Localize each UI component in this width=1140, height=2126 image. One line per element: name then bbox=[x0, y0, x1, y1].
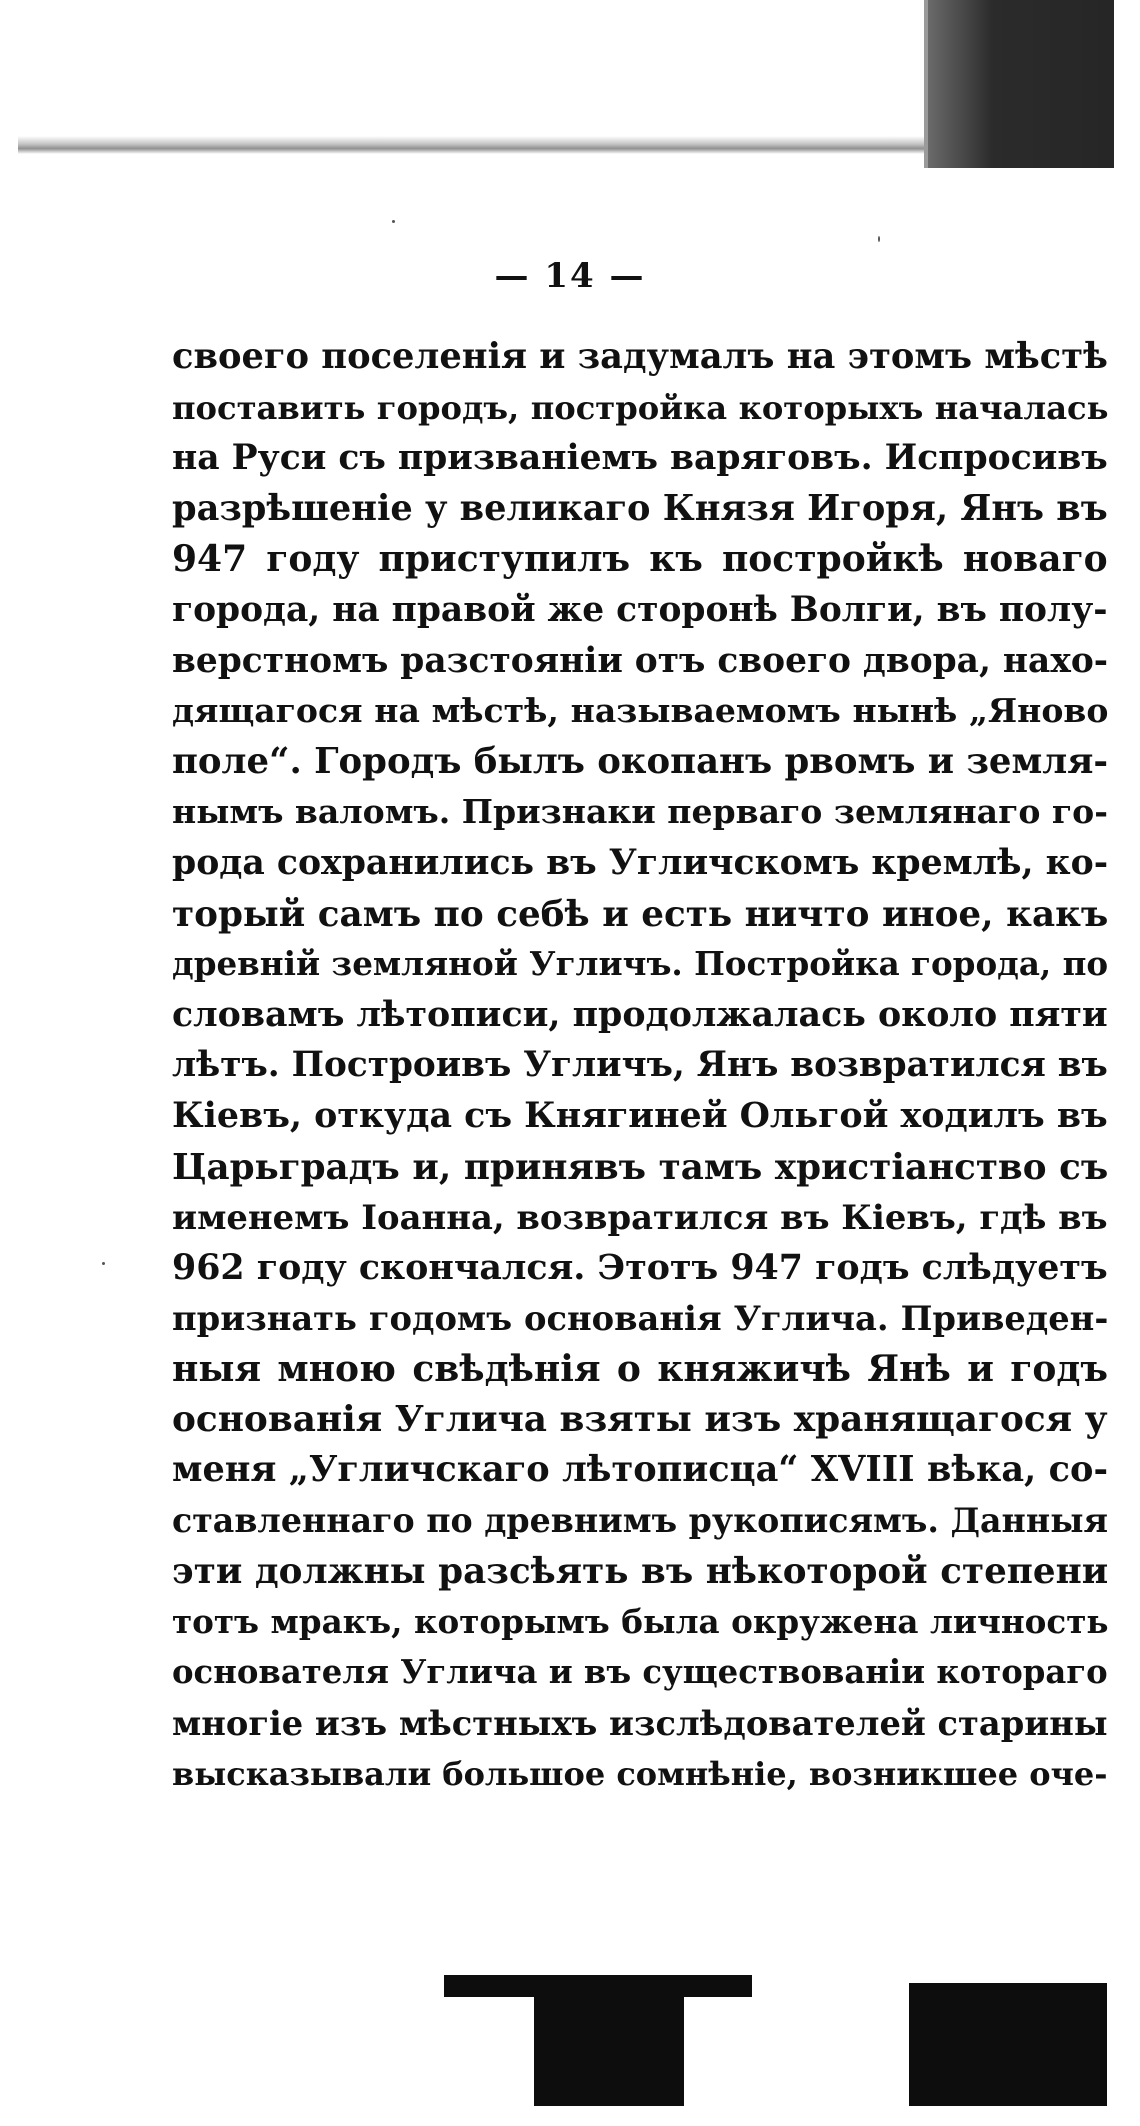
text-line: многіе изъ мѣстныхъ изслѣдователей старины bbox=[172, 1703, 1108, 1744]
text-line: на Руси съ призваніемъ варяговъ. Испросивъ bbox=[172, 438, 1108, 479]
text-line: 947 году приступилъ къ постройкѣ новаго bbox=[172, 538, 1108, 581]
text-line: меня „Угличскаго лѣтописца“ XVIII вѣка, со- bbox=[172, 1449, 1108, 1491]
scan-dark-block-top bbox=[928, 0, 1114, 168]
text-line: поставить городъ, постройка которыхъ началась bbox=[172, 388, 1108, 427]
text-line: разрѣшеніе у великаго Князя Игоря, Янъ въ bbox=[172, 487, 1108, 529]
text-line: высказывали большое сомнѣніе, возникшее оче- bbox=[172, 1754, 1108, 1793]
text-line: торый самъ по себѣ и есть ничто иное, какъ bbox=[172, 892, 1108, 935]
text-line: древній земляной Угличъ. Постройка города, по bbox=[172, 944, 1108, 984]
text-line: 962 году скончался. Этотъ 947 годъ слѣдуетъ bbox=[172, 1246, 1108, 1288]
dust-speck bbox=[102, 1262, 105, 1265]
text-line: ставленнаго по древнимъ рукописямъ. Данныя bbox=[172, 1500, 1108, 1540]
scan-dark-block-bottom-left bbox=[444, 1975, 752, 2106]
text-line: признать годомъ основанія Углича. Приведен- bbox=[172, 1298, 1108, 1339]
text-line: верстномъ разстояніи отъ своего двора, нахо- bbox=[172, 640, 1108, 681]
text-line: нымъ валомъ. Признаки перваго землянаго го- bbox=[172, 792, 1108, 832]
text-line: рода сохранились въ Угличскомъ кремлѣ, ко- bbox=[172, 841, 1108, 883]
text-line: словамъ лѣтописи, продолжалась около пяти bbox=[172, 993, 1108, 1035]
text-line: дящагося на мѣстѣ, называемомъ нынѣ „Яново bbox=[172, 691, 1108, 731]
scan-shadow-band bbox=[18, 136, 928, 154]
text-line: основанія Углича взяты изъ хранящагося у bbox=[172, 1398, 1108, 1441]
text-line: эти должны разсѣять въ нѣкоторой степени bbox=[172, 1550, 1108, 1593]
text-line: Царьградъ и, принявъ тамъ христіанство съ bbox=[172, 1145, 1108, 1188]
text-line: тотъ мракъ, которымъ была окружена личность bbox=[172, 1601, 1108, 1641]
dust-speck bbox=[878, 236, 880, 242]
dust-speck bbox=[392, 220, 395, 223]
text-line: именемъ Іоанна, возвратился въ Кіевъ, гдѣ въ bbox=[172, 1197, 1108, 1238]
text-line: лѣтъ. Построивъ Угличъ, Янъ возвратился въ bbox=[172, 1045, 1108, 1086]
text-line: своего поселенія и задумалъ на этомъ мѣстѣ bbox=[172, 336, 1108, 377]
page-number: — 14 — bbox=[494, 256, 646, 296]
body-text bbox=[172, 332, 1108, 1799]
text-line: поле“. Городъ былъ окопанъ рвомъ и земля- bbox=[172, 740, 1108, 782]
text-line: Кіевъ, откуда съ Княгиней Ольгой ходилъ въ bbox=[172, 1094, 1108, 1136]
text-line: основателя Углича и въ существованіи котораго bbox=[172, 1653, 1108, 1692]
text-line: города, на правой же сторонѣ Волги, въ полу- bbox=[172, 589, 1108, 630]
text-line: ныя мною свѣдѣнія о княжичѣ Янѣ и годъ bbox=[172, 1347, 1108, 1390]
scan-dark-block-bottom-right bbox=[909, 1983, 1107, 2106]
